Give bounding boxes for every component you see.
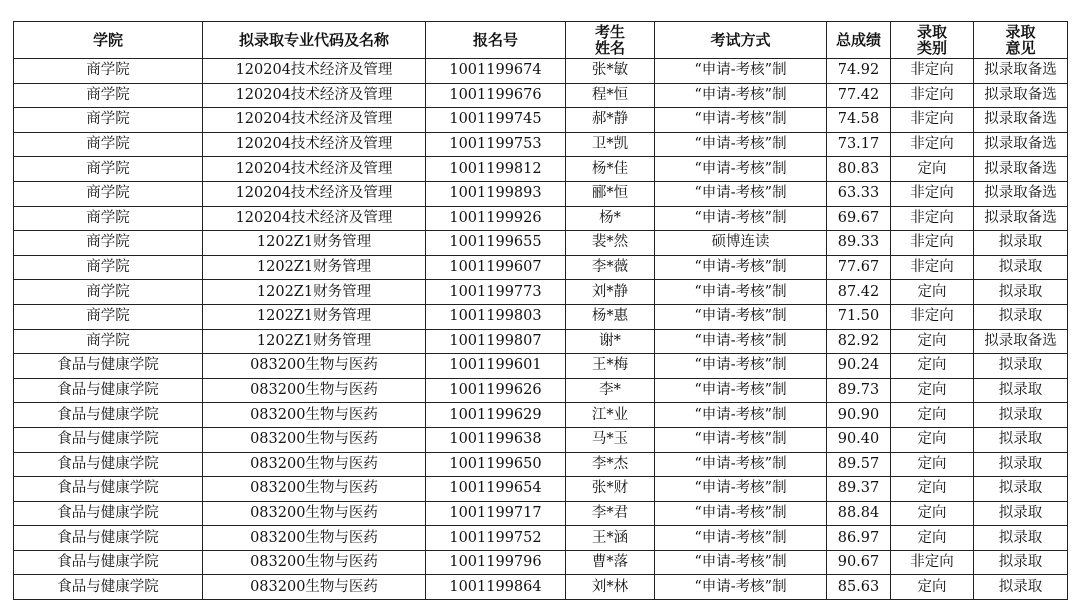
college-cell: 商学院 — [14, 255, 203, 280]
admission-opinion-cell: 拟录取备选 — [974, 83, 1068, 108]
admission-opinion-cell: 拟录取 — [974, 304, 1068, 329]
admission-opinion-cell: 拟录取 — [974, 501, 1068, 526]
major-cell: 120204技术经济及管理 — [203, 108, 426, 133]
admission-opinion-cell: 拟录取 — [974, 231, 1068, 256]
candidate-name-cell: 江*业 — [566, 403, 655, 428]
exam-method-cell: “申请-考核”制 — [655, 378, 827, 403]
admission-opinion-cell: 拟录取 — [974, 354, 1068, 379]
registration-no-cell: 1001199796 — [426, 550, 566, 575]
exam-method-cell: “申请-考核”制 — [655, 329, 827, 354]
exam-method-cell: “申请-考核”制 — [655, 403, 827, 428]
admission-opinion-cell: 拟录取备选 — [974, 181, 1068, 206]
admission-type-cell: 非定向 — [891, 59, 974, 84]
major-cell: 083200生物与医药 — [203, 526, 426, 551]
registration-no-cell: 1001199807 — [426, 329, 566, 354]
registration-no-cell: 1001199864 — [426, 575, 566, 600]
admission-type-cell: 非定向 — [891, 231, 974, 256]
exam-method-cell: “申请-考核”制 — [655, 206, 827, 231]
table-row — [14, 550, 1068, 575]
major-cell: 120204技术经济及管理 — [203, 181, 426, 206]
exam-method-cell: “申请-考核”制 — [655, 59, 827, 84]
exam-method-cell: “申请-考核”制 — [655, 83, 827, 108]
admission-type-cell: 非定向 — [891, 255, 974, 280]
admission-type-cell: 非定向 — [891, 550, 974, 575]
header-exam-method: 考试方式 — [655, 22, 827, 59]
major-cell: 120204技术经济及管理 — [203, 157, 426, 182]
college-cell: 食品与健康学院 — [14, 550, 203, 575]
exam-method-cell: “申请-考核”制 — [655, 575, 827, 600]
admission-opinion-cell: 拟录取 — [974, 255, 1068, 280]
college-cell: 商学院 — [14, 280, 203, 305]
major-cell: 083200生物与医药 — [203, 477, 426, 502]
registration-no-cell: 1001199674 — [426, 59, 566, 84]
admission-opinion-cell: 拟录取 — [974, 427, 1068, 452]
admission-opinion-cell: 拟录取 — [974, 575, 1068, 600]
table-row — [14, 59, 1068, 84]
major-cell: 083200生物与医药 — [203, 354, 426, 379]
total-score-cell: 74.58 — [827, 108, 891, 133]
admission-type-cell: 定向 — [891, 452, 974, 477]
major-cell: 083200生物与医药 — [203, 501, 426, 526]
table-row — [14, 354, 1068, 379]
candidate-name-cell: 郝*静 — [566, 108, 655, 133]
college-cell: 商学院 — [14, 108, 203, 133]
registration-no-cell: 1001199629 — [426, 403, 566, 428]
college-cell: 食品与健康学院 — [14, 427, 203, 452]
admission-opinion-cell: 拟录取 — [974, 378, 1068, 403]
candidate-name-cell: 程*恒 — [566, 83, 655, 108]
major-cell: 083200生物与医药 — [203, 403, 426, 428]
college-cell: 食品与健康学院 — [14, 354, 203, 379]
total-score-cell: 69.67 — [827, 206, 891, 231]
major-cell: 1202Z1财务管理 — [203, 304, 426, 329]
admission-opinion-cell: 拟录取备选 — [974, 108, 1068, 133]
college-cell: 食品与健康学院 — [14, 575, 203, 600]
table-row — [14, 501, 1068, 526]
admission-opinion-cell: 拟录取 — [974, 403, 1068, 428]
major-cell: 120204技术经济及管理 — [203, 59, 426, 84]
admission-opinion-cell: 拟录取备选 — [974, 206, 1068, 231]
registration-no-cell: 1001199676 — [426, 83, 566, 108]
admission-opinion-cell: 拟录取 — [974, 280, 1068, 305]
college-cell: 商学院 — [14, 132, 203, 157]
college-cell: 食品与健康学院 — [14, 526, 203, 551]
table-row — [14, 181, 1068, 206]
registration-no-cell: 1001199626 — [426, 378, 566, 403]
header-major: 拟录取专业代码及名称 — [203, 22, 426, 59]
candidate-name-cell: 刘*静 — [566, 280, 655, 305]
admission-type-cell: 定向 — [891, 403, 974, 428]
admission-type-cell: 非定向 — [891, 83, 974, 108]
exam-method-cell: 硕博连读 — [655, 231, 827, 256]
exam-method-cell: “申请-考核”制 — [655, 501, 827, 526]
exam-method-cell: “申请-考核”制 — [655, 157, 827, 182]
table-row — [14, 378, 1068, 403]
table-row — [14, 280, 1068, 305]
total-score-cell: 80.83 — [827, 157, 891, 182]
registration-no-cell: 1001199655 — [426, 231, 566, 256]
registration-no-cell: 1001199745 — [426, 108, 566, 133]
total-score-cell: 85.63 — [827, 575, 891, 600]
registration-no-cell: 1001199803 — [426, 304, 566, 329]
total-score-cell: 73.17 — [827, 132, 891, 157]
admission-type-cell: 非定向 — [891, 108, 974, 133]
admission-opinion-cell: 拟录取 — [974, 477, 1068, 502]
header-registration-no: 报名号 — [426, 22, 566, 59]
table-row — [14, 108, 1068, 133]
exam-method-cell: “申请-考核”制 — [655, 304, 827, 329]
candidate-name-cell: 王*涵 — [566, 526, 655, 551]
candidate-name-cell: 李*薇 — [566, 255, 655, 280]
table-row — [14, 83, 1068, 108]
college-cell: 食品与健康学院 — [14, 477, 203, 502]
college-cell: 商学院 — [14, 181, 203, 206]
table-row — [14, 477, 1068, 502]
exam-method-cell: “申请-考核”制 — [655, 280, 827, 305]
registration-no-cell: 1001199926 — [426, 206, 566, 231]
college-cell: 食品与健康学院 — [14, 501, 203, 526]
admission-type-cell: 定向 — [891, 477, 974, 502]
candidate-name-cell: 李*杰 — [566, 452, 655, 477]
college-cell: 商学院 — [14, 231, 203, 256]
admission-opinion-cell: 拟录取 — [974, 550, 1068, 575]
registration-no-cell: 1001199601 — [426, 354, 566, 379]
admission-type-cell: 定向 — [891, 427, 974, 452]
header-college: 学院 — [14, 22, 203, 59]
college-cell: 食品与健康学院 — [14, 403, 203, 428]
total-score-cell: 89.37 — [827, 477, 891, 502]
admission-type-cell: 定向 — [891, 378, 974, 403]
admission-type-cell: 非定向 — [891, 304, 974, 329]
admission-type-cell: 非定向 — [891, 206, 974, 231]
admission-table — [13, 21, 1068, 600]
table-row — [14, 427, 1068, 452]
table-row — [14, 132, 1068, 157]
candidate-name-cell: 裴*然 — [566, 231, 655, 256]
total-score-cell: 90.90 — [827, 403, 891, 428]
college-cell: 食品与健康学院 — [14, 452, 203, 477]
total-score-cell: 87.42 — [827, 280, 891, 305]
college-cell: 商学院 — [14, 83, 203, 108]
total-score-cell: 77.67 — [827, 255, 891, 280]
candidate-name-cell: 马*玉 — [566, 427, 655, 452]
admission-opinion-cell: 拟录取备选 — [974, 329, 1068, 354]
exam-method-cell: “申请-考核”制 — [655, 181, 827, 206]
candidate-name-cell: 李* — [566, 378, 655, 403]
total-score-cell: 89.73 — [827, 378, 891, 403]
table-row — [14, 255, 1068, 280]
admission-type-cell: 定向 — [891, 280, 974, 305]
header-admission-opinion: 录取意见 — [974, 22, 1068, 59]
college-cell: 商学院 — [14, 329, 203, 354]
admission-opinion-cell: 拟录取 — [974, 452, 1068, 477]
candidate-name-cell: 杨*惠 — [566, 304, 655, 329]
total-score-cell: 89.33 — [827, 231, 891, 256]
major-cell: 083200生物与医药 — [203, 550, 426, 575]
admission-type-cell: 定向 — [891, 575, 974, 600]
college-cell: 商学院 — [14, 59, 203, 84]
admission-type-cell: 定向 — [891, 329, 974, 354]
college-cell: 商学院 — [14, 206, 203, 231]
total-score-cell: 77.42 — [827, 83, 891, 108]
candidate-name-cell: 张*财 — [566, 477, 655, 502]
exam-method-cell: “申请-考核”制 — [655, 477, 827, 502]
exam-method-cell: “申请-考核”制 — [655, 427, 827, 452]
major-cell: 083200生物与医药 — [203, 427, 426, 452]
major-cell: 1202Z1财务管理 — [203, 329, 426, 354]
registration-no-cell: 1001199773 — [426, 280, 566, 305]
registration-no-cell: 1001199638 — [426, 427, 566, 452]
total-score-cell: 90.67 — [827, 550, 891, 575]
candidate-name-cell: 卫*凯 — [566, 132, 655, 157]
admission-type-cell: 非定向 — [891, 132, 974, 157]
table-row — [14, 206, 1068, 231]
candidate-name-cell: 刘*林 — [566, 575, 655, 600]
candidate-name-cell: 王*梅 — [566, 354, 655, 379]
college-cell: 食品与健康学院 — [14, 378, 203, 403]
table-body — [14, 59, 1068, 600]
candidate-name-cell: 张*敏 — [566, 59, 655, 84]
exam-method-cell: “申请-考核”制 — [655, 452, 827, 477]
registration-no-cell: 1001199650 — [426, 452, 566, 477]
exam-method-cell: “申请-考核”制 — [655, 108, 827, 133]
college-cell: 商学院 — [14, 157, 203, 182]
admission-type-cell: 定向 — [891, 526, 974, 551]
total-score-cell: 82.92 — [827, 329, 891, 354]
registration-no-cell: 1001199812 — [426, 157, 566, 182]
table-row — [14, 231, 1068, 256]
exam-method-cell: “申请-考核”制 — [655, 550, 827, 575]
college-cell: 商学院 — [14, 304, 203, 329]
candidate-name-cell: 杨*佳 — [566, 157, 655, 182]
header-admission-type: 录取类别 — [891, 22, 974, 59]
registration-no-cell: 1001199753 — [426, 132, 566, 157]
table-row — [14, 329, 1068, 354]
registration-no-cell: 1001199893 — [426, 181, 566, 206]
admission-type-cell: 非定向 — [891, 181, 974, 206]
table-row — [14, 575, 1068, 600]
major-cell: 1202Z1财务管理 — [203, 280, 426, 305]
table-header-row — [14, 22, 1068, 59]
admission-type-cell: 定向 — [891, 501, 974, 526]
registration-no-cell: 1001199654 — [426, 477, 566, 502]
total-score-cell: 63.33 — [827, 181, 891, 206]
total-score-cell: 90.40 — [827, 427, 891, 452]
table-row — [14, 304, 1068, 329]
exam-method-cell: “申请-考核”制 — [655, 354, 827, 379]
total-score-cell: 88.84 — [827, 501, 891, 526]
admission-opinion-cell: 拟录取备选 — [974, 59, 1068, 84]
table-row — [14, 526, 1068, 551]
exam-method-cell: “申请-考核”制 — [655, 132, 827, 157]
major-cell: 083200生物与医药 — [203, 452, 426, 477]
candidate-name-cell: 曹*落 — [566, 550, 655, 575]
major-cell: 120204技术经济及管理 — [203, 206, 426, 231]
candidate-name-cell: 李*君 — [566, 501, 655, 526]
table-row — [14, 403, 1068, 428]
admission-opinion-cell: 拟录取备选 — [974, 157, 1068, 182]
candidate-name-cell: 谢* — [566, 329, 655, 354]
table-row — [14, 157, 1068, 182]
registration-no-cell: 1001199752 — [426, 526, 566, 551]
total-score-cell: 71.50 — [827, 304, 891, 329]
total-score-cell: 89.57 — [827, 452, 891, 477]
major-cell: 083200生物与医药 — [203, 378, 426, 403]
major-cell: 120204技术经济及管理 — [203, 83, 426, 108]
admission-opinion-cell: 拟录取备选 — [974, 132, 1068, 157]
major-cell: 083200生物与医药 — [203, 575, 426, 600]
total-score-cell: 74.92 — [827, 59, 891, 84]
admission-type-cell: 定向 — [891, 354, 974, 379]
major-cell: 1202Z1财务管理 — [203, 231, 426, 256]
registration-no-cell: 1001199717 — [426, 501, 566, 526]
header-candidate-name: 考生姓名 — [566, 22, 655, 59]
registration-no-cell: 1001199607 — [426, 255, 566, 280]
candidate-name-cell: 杨* — [566, 206, 655, 231]
major-cell: 1202Z1财务管理 — [203, 255, 426, 280]
exam-method-cell: “申请-考核”制 — [655, 255, 827, 280]
total-score-cell: 86.97 — [827, 526, 891, 551]
header-total-score: 总成绩 — [827, 22, 891, 59]
admission-opinion-cell: 拟录取 — [974, 526, 1068, 551]
total-score-cell: 90.24 — [827, 354, 891, 379]
admission-type-cell: 定向 — [891, 157, 974, 182]
table-row — [14, 452, 1068, 477]
candidate-name-cell: 郦*恒 — [566, 181, 655, 206]
exam-method-cell: “申请-考核”制 — [655, 526, 827, 551]
major-cell: 120204技术经济及管理 — [203, 132, 426, 157]
